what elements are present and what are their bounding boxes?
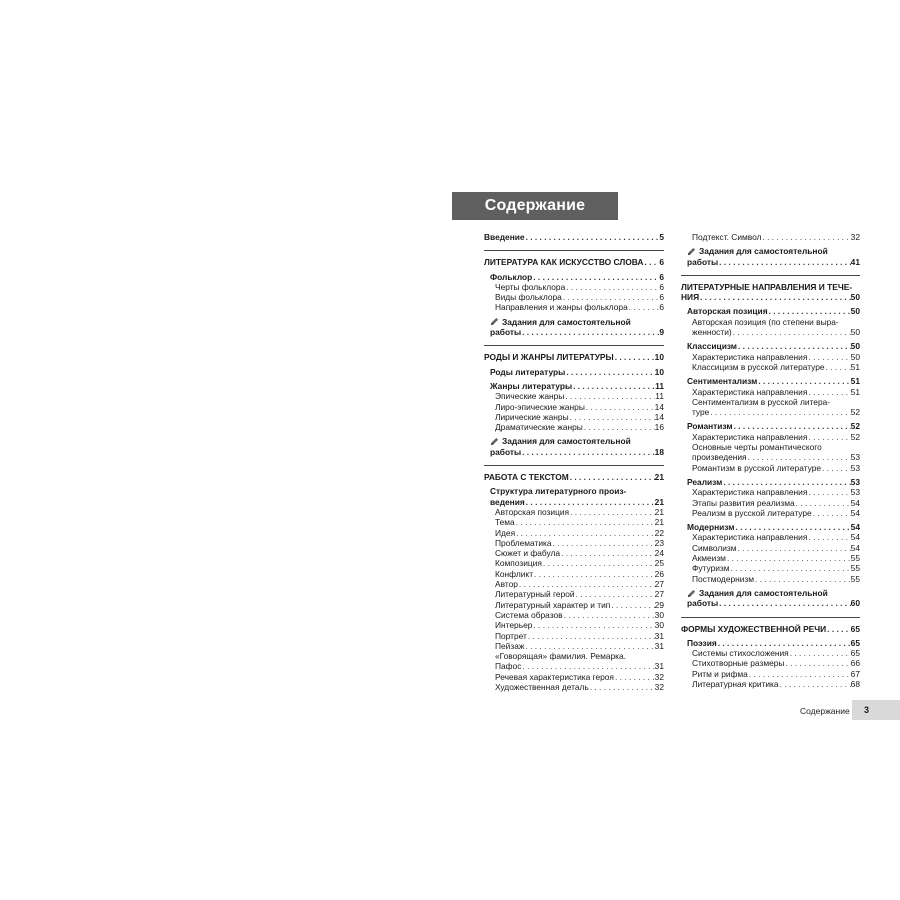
toc-item-title: Эпические жанры — [495, 391, 565, 402]
toc-item[interactable] — [484, 528, 664, 538]
toc-item[interactable] — [484, 682, 664, 692]
toc-chapter-page: 11 — [655, 380, 664, 391]
toc-right-column — [681, 232, 860, 689]
toc-section-literature-art[interactable] — [484, 257, 664, 267]
toc-item-title: Проблематика — [495, 537, 552, 548]
toc-item-title: Стихотворные размеры — [692, 658, 785, 669]
toc-item-title: Литературный характер и тип — [495, 599, 611, 610]
toc-item-page: 55 — [850, 563, 860, 574]
toc-left-column — [484, 232, 664, 692]
page-number: 3 — [852, 700, 900, 720]
toc-item-page: 65 — [850, 648, 860, 659]
toc-task-entry[interactable] — [484, 447, 664, 457]
toc-item[interactable] — [484, 412, 664, 422]
toc-chapter-page: 53 — [850, 476, 860, 487]
toc-item-title: Классицизм в русской литературе — [692, 361, 825, 372]
toc-item[interactable] — [681, 669, 860, 679]
toc-section-title: РОДЫ И ЖАНРЫ ЛИТЕРАТУРЫ — [484, 352, 614, 363]
toc-chapter-sentimentalism[interactable] — [681, 376, 860, 386]
toc-item-line1[interactable]: «Говорящая» фамилия. Ремарка. — [495, 651, 626, 662]
toc-task-page: 60 — [850, 598, 860, 609]
toc-chapter-title: Роды литературы — [490, 366, 566, 377]
toc-task-title-cont: работы — [687, 256, 719, 267]
toc-section-text-work[interactable] — [484, 472, 664, 482]
toc-item[interactable] — [484, 672, 664, 682]
toc-task-title: Задания для самостоятельной — [502, 436, 631, 447]
toc-item[interactable] — [484, 422, 664, 432]
toc-item-page: 27 — [654, 579, 664, 590]
toc-item-title: Характеристика направления — [692, 386, 808, 397]
toc-task-entry[interactable] — [484, 327, 664, 337]
toc-item-page: 6 — [659, 292, 664, 303]
toc-item[interactable] — [681, 452, 860, 462]
toc-chapter-author[interactable] — [681, 306, 860, 316]
toc-item-title: Авторская позиция — [495, 506, 570, 517]
toc-section-genres[interactable] — [484, 352, 664, 362]
toc-chapter-page: 10 — [654, 366, 664, 377]
toc-chapter-page: 6 — [659, 271, 664, 282]
toc-chapter-modernism[interactable] — [681, 522, 860, 532]
toc-item-page: 31 — [654, 661, 664, 672]
toc-item-title: Портрет — [495, 630, 527, 641]
toc-item-page: 27 — [654, 589, 664, 600]
toc-item-title: Система образов — [495, 609, 563, 620]
pencil-icon — [490, 437, 499, 446]
toc-chapter-page: 51 — [850, 376, 860, 387]
toc-task-page: 18 — [654, 446, 664, 457]
toc-item-title: Драматические жанры — [495, 422, 583, 433]
toc-item-page: 32 — [654, 671, 664, 682]
toc-item-title: Направления и жанры фольклора — [495, 302, 628, 313]
toc-section-page: 50 — [850, 292, 860, 303]
toc-item-title-cont: туре — [692, 407, 710, 418]
toc-item-title: Тема — [495, 517, 515, 528]
toc-item[interactable] — [484, 292, 664, 302]
toc-item-page: 29 — [654, 599, 664, 610]
toc-item-title: Интерьер — [495, 620, 533, 631]
toc-item-page: 52 — [850, 431, 860, 442]
toc-entry-title: Введение — [484, 232, 525, 242]
toc-chapter-title: Классицизм — [687, 341, 738, 352]
toc-item[interactable] — [681, 407, 860, 417]
toc-chapter-realism[interactable] — [681, 477, 860, 487]
pencil-icon — [687, 589, 696, 598]
toc-section-title: ЛИТЕРАТУРА КАК ИСКУССТВО СЛОВА — [484, 257, 644, 268]
toc-item[interactable] — [484, 302, 664, 312]
toc-item[interactable] — [484, 558, 664, 568]
toc-item-title: Характеристика направления — [692, 532, 808, 543]
toc-item[interactable] — [681, 232, 860, 242]
toc-chapter-title: Реализм — [687, 476, 723, 487]
toc-chapter-page: 50 — [850, 306, 860, 317]
toc-item-title: Лиро-эпические жанры — [495, 401, 585, 412]
toc-item-title: Системы стихосложения — [692, 648, 789, 659]
toc-item[interactable] — [484, 661, 664, 671]
toc-item-title: Характеристика направления — [692, 487, 808, 498]
toc-task-title-cont: работы — [490, 446, 522, 457]
toc-item-line1[interactable]: Авторская позиция (по степени выра- — [692, 316, 839, 327]
toc-chapter-genres[interactable] — [484, 381, 664, 391]
toc-chapter-romanticism[interactable] — [681, 421, 860, 431]
toc-item-page: 6 — [659, 281, 664, 292]
toc-task-heading[interactable] — [484, 317, 664, 327]
toc-chapter-folklore[interactable] — [484, 272, 664, 282]
toc-item-page: 67 — [850, 668, 860, 679]
toc-item-page: 21 — [654, 517, 664, 528]
toc-item[interactable] — [681, 487, 860, 497]
toc-item-page: 53 — [850, 487, 860, 498]
toc-chapter-kinds[interactable] — [484, 367, 664, 377]
toc-item-page: 32 — [850, 232, 860, 242]
toc-chapter-structure[interactable] — [484, 497, 664, 507]
toc-item-page: 21 — [654, 506, 664, 517]
toc-item-title: Литературная критика — [692, 678, 779, 689]
toc-task-heading[interactable] — [681, 588, 860, 598]
toc-section-movements[interactable] — [681, 292, 860, 302]
toc-chapter-title: Сентиментализм — [687, 376, 758, 387]
pencil-icon — [490, 317, 499, 326]
toc-item-page: 55 — [850, 573, 860, 584]
toc-item-page: 6 — [659, 302, 664, 313]
toc-item-page: 53 — [850, 462, 860, 473]
toc-item[interactable] — [681, 432, 860, 442]
toc-item-title-cont: Пафос — [495, 661, 522, 672]
toc-item-title: Идея — [495, 527, 516, 538]
toc-item[interactable] — [484, 282, 664, 292]
toc-item[interactable] — [681, 574, 860, 584]
toc-item-title: Художественная деталь — [495, 681, 589, 692]
toc-chapter-title: Модернизм — [687, 522, 735, 533]
toc-task-title-cont: работы — [687, 598, 719, 609]
toc-chapter-title: Авторская позиция — [687, 306, 768, 317]
toc-item[interactable] — [484, 569, 664, 579]
toc-item[interactable] — [484, 538, 664, 548]
toc-item-page: 30 — [654, 620, 664, 631]
toc-item-page: 32 — [654, 681, 664, 692]
toc-item[interactable] — [681, 543, 860, 553]
section-divider — [484, 345, 664, 346]
toc-item-page: 22 — [654, 527, 664, 538]
toc-task-title: Задания для самостоятельной — [699, 246, 828, 257]
toc-item-page: 50 — [850, 327, 860, 338]
toc-item-title: Романтизм в русской литературе — [692, 462, 822, 473]
toc-item[interactable] — [681, 563, 860, 573]
toc-entry-intro[interactable] — [484, 232, 664, 242]
toc-item[interactable] — [484, 402, 664, 412]
toc-item-title: Реализм в русской литературе — [692, 507, 812, 518]
toc-item[interactable] — [681, 553, 860, 563]
contents-heading: Содержание — [452, 192, 618, 220]
toc-item-title: Пейзаж — [495, 640, 525, 651]
section-divider — [484, 465, 664, 466]
toc-item[interactable] — [681, 352, 860, 362]
toc-task-entry[interactable] — [681, 598, 860, 608]
toc-item-title-cont: женности) — [692, 327, 732, 338]
toc-item-title: Символизм — [692, 542, 737, 553]
toc-section-title-cont: НИЯ — [681, 292, 700, 303]
toc-item-page: 50 — [850, 351, 860, 362]
toc-item[interactable] — [681, 532, 860, 542]
toc-task-title-cont: работы — [490, 327, 522, 338]
toc-task-page: 9 — [659, 327, 664, 338]
toc-item-title-cont: произведения — [692, 452, 747, 463]
toc-task-heading[interactable] — [484, 436, 664, 446]
toc-item-page: 52 — [850, 407, 860, 418]
toc-section-title: РАБОТА С ТЕКСТОМ — [484, 472, 569, 483]
toc-item-title: Ритм и рифма — [692, 668, 748, 679]
toc-item-title: Автор — [495, 579, 518, 590]
toc-item-page: 53 — [850, 452, 860, 463]
toc-item[interactable] — [484, 600, 664, 610]
toc-item[interactable] — [681, 508, 860, 518]
toc-item-title: Композиция — [495, 558, 542, 569]
toc-chapter-page: 21 — [654, 496, 664, 507]
toc-item-page: 11 — [655, 391, 664, 402]
toc-item[interactable] — [484, 620, 664, 630]
toc-task-heading[interactable] — [681, 246, 860, 256]
toc-chapter-title: Фольклор — [490, 271, 533, 282]
toc-item-page: 30 — [654, 609, 664, 620]
toc-item[interactable] — [484, 548, 664, 558]
toc-item[interactable] — [681, 679, 860, 689]
toc-item-page: 26 — [654, 568, 664, 579]
toc-section-page: 6 — [659, 257, 664, 268]
toc-item-title: Лирические жанры — [495, 411, 569, 422]
toc-item[interactable] — [484, 610, 664, 620]
toc-item[interactable] — [681, 658, 860, 668]
toc-chapter-page: 54 — [850, 522, 860, 533]
toc-item[interactable] — [681, 463, 860, 473]
toc-item-page: 31 — [654, 630, 664, 641]
toc-item-line1[interactable]: Основные черты романтического — [692, 442, 822, 453]
toc-task-title: Задания для самостоятельной — [502, 316, 631, 327]
toc-item[interactable] — [484, 641, 664, 651]
toc-item-page: 23 — [654, 537, 664, 548]
toc-item-page: 54 — [850, 532, 860, 543]
toc-item-page: 16 — [654, 422, 664, 433]
toc-chapter-page: 52 — [850, 421, 860, 432]
toc-chapter-poetry[interactable] — [681, 638, 860, 648]
toc-task-page: 41 — [850, 256, 860, 267]
toc-chapter-title: Жанры литературы — [490, 380, 573, 391]
toc-item-title: Подтекст. Символ — [692, 232, 762, 242]
toc-item[interactable] — [681, 498, 860, 508]
toc-item-title: Речевая характеристика героя — [495, 671, 614, 682]
toc-item[interactable] — [681, 362, 860, 372]
toc-chapter-title-cont: ведения — [490, 496, 525, 507]
toc-chapter-structure-line1[interactable]: Структура литературного произ- — [490, 486, 627, 497]
toc-item[interactable] — [484, 507, 664, 517]
toc-item-page: 66 — [850, 658, 860, 669]
toc-item-page: 31 — [654, 640, 664, 651]
toc-item-title: Характеристика направления — [692, 431, 808, 442]
toc-item-title: Сюжет и фабула — [495, 548, 561, 559]
toc-item[interactable] — [681, 387, 860, 397]
toc-task-title: Задания для самостоятельной — [699, 587, 828, 598]
toc-section-page: 21 — [654, 472, 664, 483]
toc-item[interactable] — [484, 589, 664, 599]
toc-chapter-title: Романтизм — [687, 421, 733, 432]
toc-entry-page: 5 — [659, 232, 664, 242]
toc-item-title: Виды фольклора — [495, 292, 562, 303]
toc-item-page: 55 — [850, 553, 860, 564]
toc-item[interactable] — [681, 327, 860, 337]
toc-item-page: 51 — [850, 386, 860, 397]
toc-item-title: Характеристика направления — [692, 351, 808, 362]
toc-item-page: 68 — [850, 678, 860, 689]
toc-item-page: 14 — [654, 411, 664, 422]
toc-item-page: 54 — [850, 507, 860, 518]
toc-item-page: 24 — [654, 548, 664, 559]
toc-item[interactable] — [484, 391, 664, 401]
toc-section-movements-line1[interactable]: ЛИТЕРАТУРНЫЕ НАПРАВЛЕНИЯ И ТЕЧЕ- — [681, 281, 853, 292]
toc-chapter-page: 65 — [850, 637, 860, 648]
toc-item-title: Постмодернизм — [692, 573, 755, 584]
toc-item-title: Конфликт — [495, 568, 534, 579]
toc-item-page: 51 — [850, 361, 860, 372]
toc-item-title: Черты фольклора — [495, 281, 566, 292]
toc-item-title: Футуризм — [692, 563, 730, 574]
toc-item-page: 54 — [850, 542, 860, 553]
toc-section-speech-forms[interactable] — [681, 624, 860, 634]
section-divider — [681, 275, 860, 276]
toc-item-page: 54 — [850, 497, 860, 508]
toc-item-line1[interactable]: Сентиментализм в русской литера- — [692, 396, 831, 407]
toc-chapter-page: 50 — [850, 341, 860, 352]
section-divider — [484, 250, 664, 251]
toc-item-title: Акмеизм — [692, 553, 726, 564]
toc-item[interactable] — [484, 517, 664, 527]
toc-item-title: Литературный герой — [495, 589, 575, 600]
pencil-icon — [687, 247, 696, 256]
toc-item-page: 25 — [654, 558, 664, 569]
toc-item[interactable] — [484, 579, 664, 589]
toc-section-title: ФОРМЫ ХУДОЖЕСТВЕННОЙ РЕЧИ — [681, 623, 827, 634]
toc-task-entry[interactable] — [681, 257, 860, 267]
section-divider — [681, 617, 860, 618]
toc-section-page: 65 — [850, 623, 860, 634]
toc-item[interactable] — [484, 631, 664, 641]
running-footer-label: Содержание — [800, 706, 850, 716]
toc-chapter-classicism[interactable] — [681, 341, 860, 351]
toc-section-page: 10 — [654, 352, 664, 363]
toc-chapter-title: Поэзия — [687, 637, 717, 648]
toc-item[interactable] — [681, 648, 860, 658]
toc-item-page: 14 — [654, 401, 664, 412]
toc-item-title: Этапы развития реализма — [692, 497, 795, 508]
